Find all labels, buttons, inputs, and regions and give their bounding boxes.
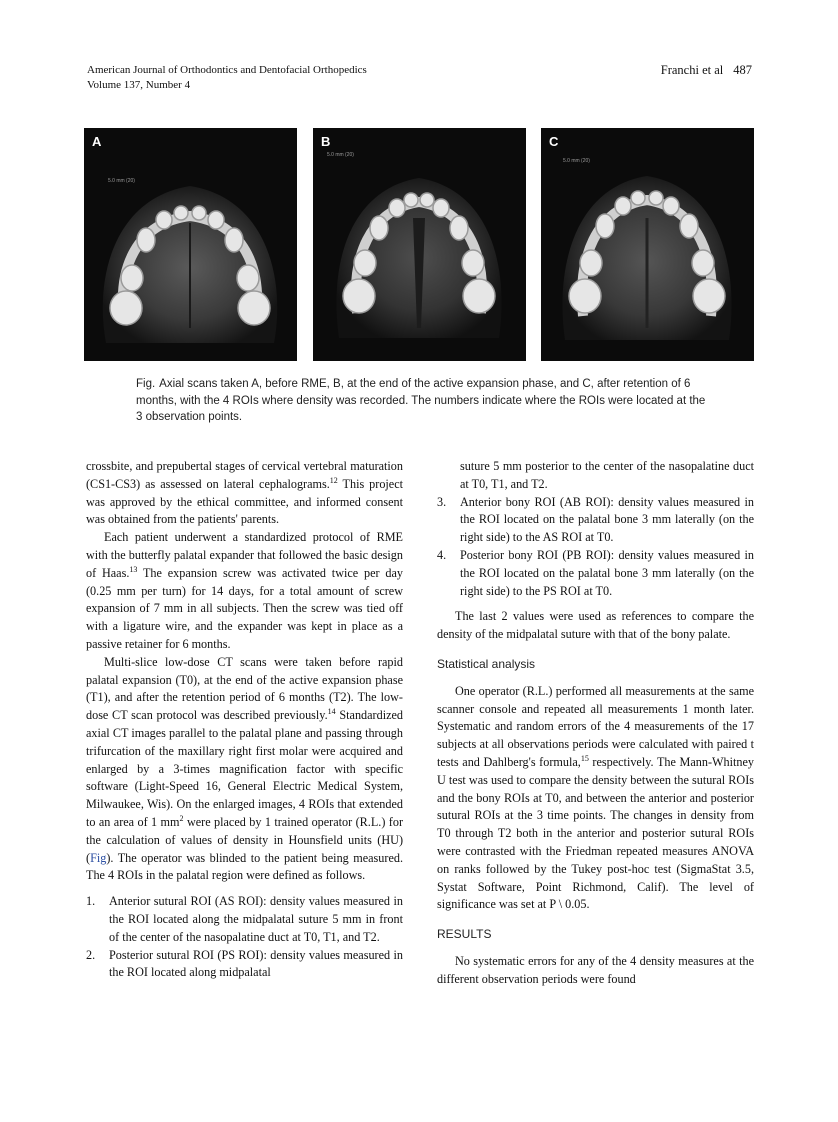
panel-note-b: 5.0 mm (20) [327,152,354,158]
list-item [437,458,754,494]
paragraph [86,458,403,529]
reference-15[interactable]: 15 [580,753,589,763]
author-page [661,63,752,78]
paragraph [86,654,403,885]
panel-note-c: 5.0 mm (20) [563,158,590,164]
figure-link[interactable]: Fig [90,850,107,865]
list-number: 2. [86,947,96,962]
paragraph: The last 2 values were used as references to compare the density of the midpalatal suture with that of the bony palate. [437,609,754,642]
reference-13[interactable]: 13 [129,564,138,574]
list-text: Posterior bony ROI (PB ROI): density values measured in the ROI located on the palatal bone 3 mm laterally (on the right side) to the PS ROI at T0. [460,547,754,598]
page-number: 487 [733,63,752,77]
text-run: Each patient underwent a standardized protocol of RME with the butterfly palatal expander that followed the basic design of Haas. [86,530,403,580]
journal-info [87,63,367,93]
ct-panel-a [84,128,297,361]
reference-14[interactable]: 14 [327,707,336,717]
panel-label-b: B [321,134,331,149]
list-item [86,893,403,946]
ct-panel-c [541,128,754,361]
list-item [437,494,754,547]
panel-note-a: 5.0 mm (20) [108,178,135,184]
journal-title: American Journal of Orthodontics and Dentofacial Orthopedics [87,64,367,76]
list-number: 1. [86,894,96,909]
text-run: crossbite, and prepubertal stages of cervical vertebral maturation (CS1-CS3) as assessed on lateral cephalograms. [86,459,403,491]
right-column [437,458,754,989]
ct-scan-image-b [313,128,526,361]
reference-12[interactable]: 12 [329,475,338,485]
figure [84,128,754,361]
spacer [437,600,754,608]
text-run: The expansion screw was activated twice per day (0.25 mm per turn) for 14 days, for a total amount of screw expansion of 7 mm in all subjects. Then the screw was tied off with a ligature wire, and the expander was kept in place as a passive retainer for 6 months. [86,565,403,651]
text-run: were placed by 1 trained operator (R.L.) for the calculation of values of density in Hounsfield units (HU) ( [86,814,403,865]
roi-list-continued [437,458,754,600]
paragraph [86,529,403,654]
journal-volume: Volume 137, Number 4 [87,79,191,91]
ct-panel-b [313,128,526,361]
list-text: Anterior sutural ROI (AS ROI): density values measured in the ROI located along the midpalatal suture 5 mm in front of the center of the nasopalatine duct at T0, T1, and T2. [109,894,403,944]
list-item [86,947,403,983]
text-run: ). The operator was blinded to the patient being measured. The 4 ROIs in the palatal region were defined as follows. [86,850,403,883]
left-column [86,458,403,982]
section-heading-results: RESULTS [437,927,492,942]
list-text: suture 5 mm posterior to the center of the nasopalatine duct at T0, T1, and T2. [460,459,754,491]
paragraph [437,683,754,914]
ct-scan-image-a [84,128,297,361]
panel-label-a: A [92,134,102,149]
list-text: Posterior sutural ROI (PS ROI): density values measured in the ROI located along midpalatal [109,947,403,980]
caption-label: Fig. [136,378,156,390]
roi-list [86,893,403,982]
list-number: 3. [437,494,447,509]
paragraph: No systematic errors for any of the 4 density measures at the different observation periods were found [437,953,754,986]
superscript-2: 2 [179,813,184,823]
list-number: 4. [437,547,447,562]
list-item [437,547,754,600]
list-text: Anterior bony ROI (AB ROI): density values measured in the ROI located on the palatal bone 3 mm laterally (on the right side) to the AS ROI at T0. [460,494,754,545]
text-run: Standardized axial CT images parallel to the palatal plane and passing through trifurcation of the maxillary right first molar were acquired and enlarged by a 3-times magnification factor with specific software (Light-Speed 16, General Electric Medical System, Milwaukee, Wis). On the enlarged images, 4 ROIs that extended to an area of 1 mm [86,708,403,829]
text-run: Multi-slice low-dose CT scans were taken before rapid palatal expansion (T0), at the end of the active expansion phase (T1), and after the retention period of 6 months (T2). The low-dose CT scan protocol was described previously. [86,654,403,723]
caption-text: Axial scans taken A, before RME, B, at the end of the active expansion phase, and C, after retention of 6 months, with the 4 ROIs where density was recorded. The numbers indicate where the ROIs were located at the 3 observation points. [136,378,706,423]
text-run: respectively. The Mann-Whitney U test was used to compare the density between the sutural ROIs and the bony ROIs at T0, and between the anterior and posterior sutural ROIs at the 3 time points. The changes in density from T0 through T2 both in the anterior and posterior sutural ROIs were contrasted with the Friedman repeated measures ANOVA on ranks followed by the Tukey post-hoc test (SigmaStat 3.5, Systat Software, Point Richmond, Calif). The level of significance was set at P \ 0.05. [437,754,754,912]
running-authors: Franchi et al [660,63,724,77]
section-heading-statistical-analysis: Statistical analysis [437,656,536,671]
text-run: This project was approved by the ethical committee, and informed consent was obtained from the patients' parents. [86,476,404,527]
panel-label-c: C [549,134,559,149]
figure-caption [136,376,711,426]
text-run: One operator (R.L.) performed all measurements at the same scanner console and repeated all measurements 1 month later. Systematic and random errors of the 4 measurements of the 17 subjects at all observations periods were calculated with paired t tests and Dahlberg's formula, [437,683,754,769]
